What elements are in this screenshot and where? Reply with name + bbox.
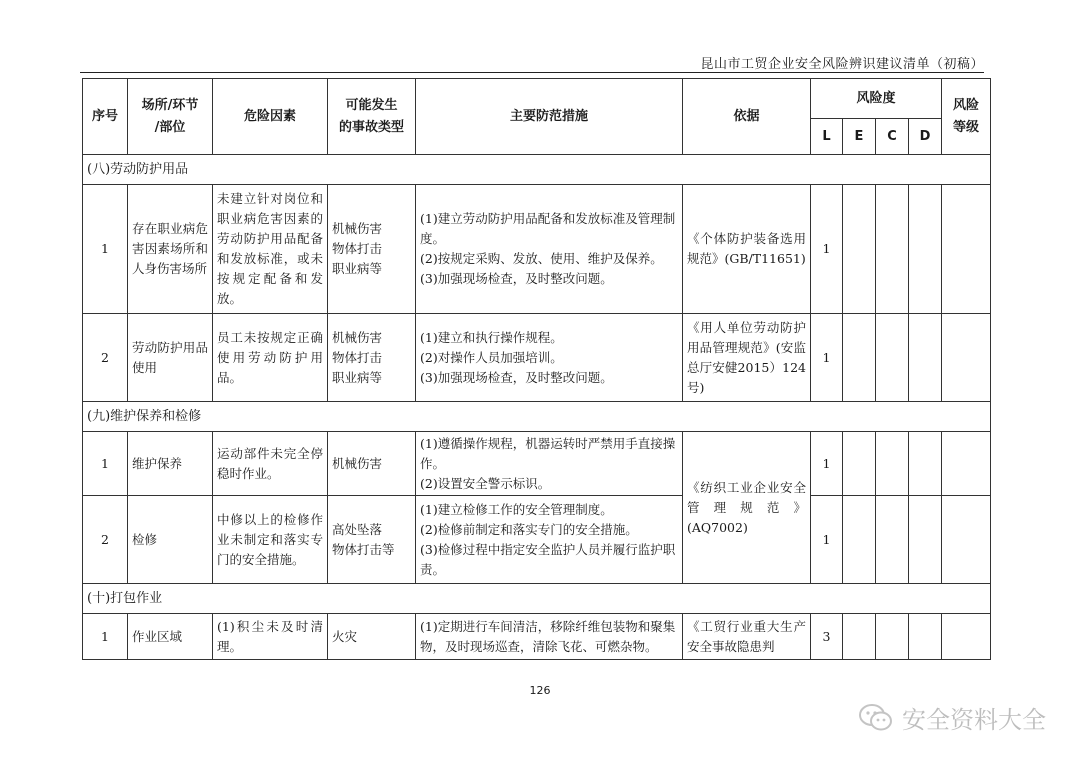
section-title: (九)维护保养和检修 [83, 402, 991, 432]
cell-place: 维护保养 [128, 432, 213, 496]
cell-measures: (1)遵循操作规程，机器运转时严禁用手直接操作。 (2)设置安全警示标识。 [416, 432, 683, 496]
cell-level [942, 496, 991, 584]
header-basis: 依据 [683, 79, 811, 155]
cell-seq: 1 [83, 185, 128, 314]
cell-C [876, 185, 909, 314]
cell-hazard: 未建立针对岗位和职业病危害因素的劳动防护用品配备和发放标准，或未按规定配备和发放。 [213, 185, 328, 314]
cell-measures: (1)定期进行车间清洁，移除纤维包装物和聚集物，及时现场巡查，清除飞花、可燃杂物。 [416, 614, 683, 660]
cell-basis: 《纺织工业企业安全管理规范》(AQ7002) [683, 432, 811, 584]
cell-level [942, 614, 991, 660]
cell-accident: 机械伤害 物体打击 职业病等 [328, 185, 416, 314]
cell-accident: 机械伤害 [328, 432, 416, 496]
cell-L: 1 [811, 432, 843, 496]
cell-E [843, 314, 876, 402]
table-row [83, 432, 991, 496]
page-header-title: 昆山市工贸企业安全风险辨识建议清单（初稿） [700, 57, 984, 72]
header-place: 场所/环节 /部位 [128, 79, 213, 155]
cell-L: 1 [811, 185, 843, 314]
cell-hazard: 中修以上的检修作业未制定和落实专门的安全措施。 [213, 496, 328, 584]
cell-place: 存在职业病危害因素场所和人身伤害场所 [128, 185, 213, 314]
cell-measures: (1)建立和执行操作规程。 (2)对操作人员加强培训。 (3)加强现场检查，及时整改问题。 [416, 314, 683, 402]
cell-seq: 2 [83, 496, 128, 584]
section-title: (十)打包作业 [83, 584, 991, 614]
cell-hazard: (1)积尘未及时清理。 [213, 614, 328, 660]
cell-E [843, 185, 876, 314]
header-E: E [843, 119, 876, 155]
cell-hazard: 运动部件未完全停稳时作业。 [213, 432, 328, 496]
cell-measures: (1)建立劳动防护用品配备和发放标准及管理制度。 (2)按规定采购、发放、使用、维护及保养。 (3)加强现场检查，及时整改问题。 [416, 185, 683, 314]
cell-C [876, 496, 909, 584]
table-row [83, 614, 991, 660]
cell-D [909, 496, 942, 584]
cell-L: 3 [811, 614, 843, 660]
risk-table [82, 78, 991, 660]
cell-D [909, 432, 942, 496]
cell-measures: (1)建立检修工作的安全管理制度。 (2)检修前制定和落实专门的安全措施。 (3)检修过程中指定安全监护人员并履行监护职责。 [416, 496, 683, 584]
header-risk-level: 风险 等级 [942, 79, 991, 155]
header-L: L [811, 119, 843, 155]
cell-L: 1 [811, 314, 843, 402]
cell-level [942, 185, 991, 314]
cell-L: 1 [811, 496, 843, 584]
cell-E [843, 496, 876, 584]
cell-C [876, 614, 909, 660]
cell-place: 劳动防护用品使用 [128, 314, 213, 402]
cell-basis: 《工贸行业重大生产安全事故隐患判 [683, 614, 811, 660]
wechat-icon [858, 703, 894, 733]
cell-basis: 《用人单位劳动防护用品管理规范》(安监总厅安健2015）124号) [683, 314, 811, 402]
header-hazard: 危险因素 [213, 79, 328, 155]
cell-E [843, 432, 876, 496]
header-rule [80, 72, 984, 73]
cell-D [909, 185, 942, 314]
cell-place: 作业区域 [128, 614, 213, 660]
cell-D [909, 614, 942, 660]
cell-level [942, 314, 991, 402]
cell-accident: 机械伤害 物体打击 职业病等 [328, 314, 416, 402]
cell-accident: 高处坠落 物体打击等 [328, 496, 416, 584]
cell-seq: 1 [83, 432, 128, 496]
header-C: C [876, 119, 909, 155]
table-row [83, 185, 991, 314]
watermark [858, 700, 1046, 735]
cell-C [876, 432, 909, 496]
header-D: D [909, 119, 942, 155]
table-row [83, 314, 991, 402]
cell-seq: 2 [83, 314, 128, 402]
watermark-text: 安全资料大全 [902, 706, 1046, 734]
cell-hazard: 员工未按规定正确使用劳动防护用品。 [213, 314, 328, 402]
cell-C [876, 314, 909, 402]
header-seq: 序号 [83, 79, 128, 155]
cell-accident: 火灾 [328, 614, 416, 660]
header-accident: 可能发生 的事故类型 [328, 79, 416, 155]
cell-D [909, 314, 942, 402]
cell-seq: 1 [83, 614, 128, 660]
cell-place: 检修 [128, 496, 213, 584]
page-number: 126 [529, 684, 551, 697]
section-title: (八)劳动防护用品 [83, 155, 991, 185]
cell-E [843, 614, 876, 660]
cell-basis: 《个体防护装备选用规范》(GB/T11651) [683, 185, 811, 314]
cell-level [942, 432, 991, 496]
table-row [83, 496, 991, 584]
header-measures: 主要防范措施 [416, 79, 683, 155]
header-risk-degree: 风险度 [811, 79, 942, 119]
